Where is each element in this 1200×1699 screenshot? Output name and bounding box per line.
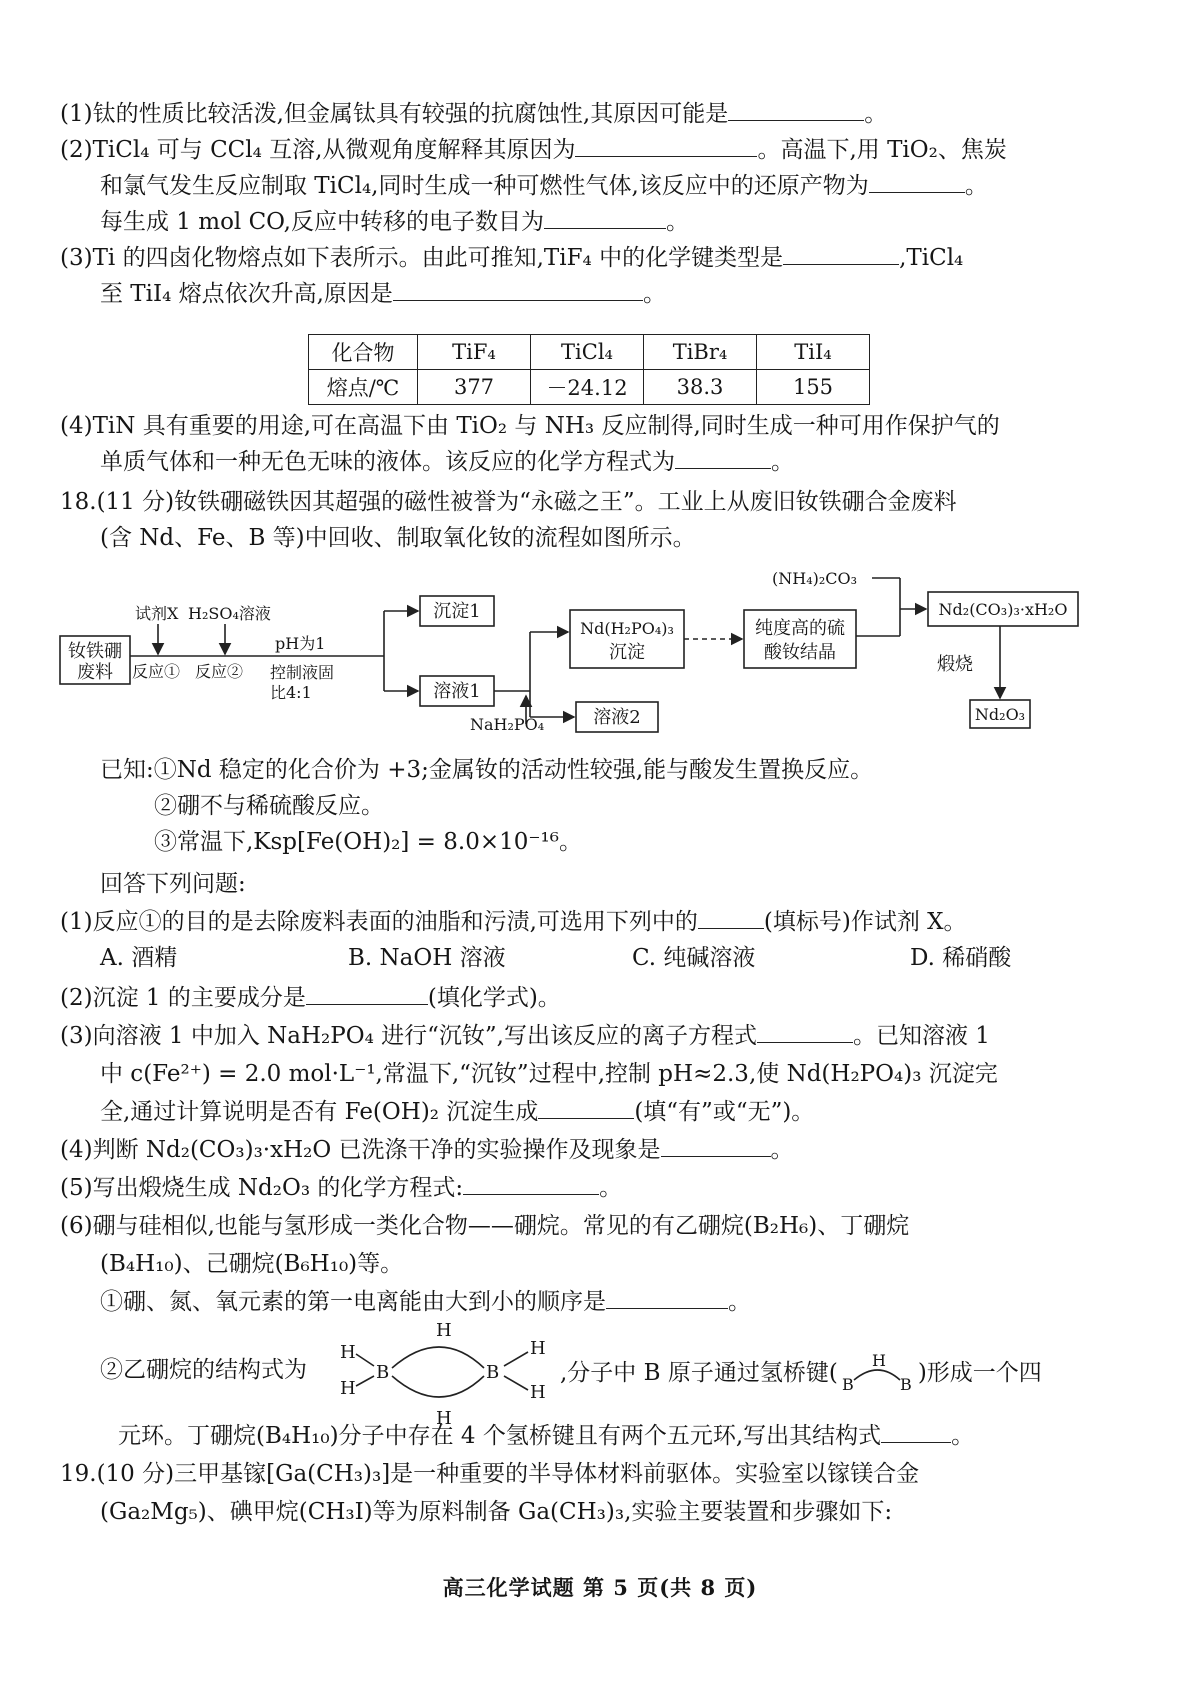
nah2po4-label: NaH₂PO₄ [470,715,545,734]
known-3: ③常温下,Ksp[Fe(OH)₂] = 8.0×10⁻¹⁶。 [154,829,582,855]
option-b[interactable]: B. NaOH 溶液 [348,945,506,971]
q19-intro-line2: (Ga₂Mg₅)、碘甲烷(CH₃I)等为原料制备 Ga(CH₃)₃,实验主要装置和步骤如下: [100,1499,893,1525]
boron-label: B [486,1362,500,1383]
q17-part2-line2: 和氯气发生反应制取 TiCl₄,同时生成一种可燃性气体,该反应中的还原产物为 。 [100,168,1150,204]
hydrogen-label: H [530,1338,546,1359]
table-row: 化合物 TiF₄ TiCl₄ TiBr₄ TiI₄ [309,335,870,370]
answer-prompt: 回答下列问题: [100,871,246,897]
q18-part2: (2)沉淀 1 的主要成分是 (填化学式)。 [60,980,1150,1016]
solution2-label: 溶液2 [593,707,641,728]
q17-part2-line3: 每生成 1 mol CO,反应中转移的电子数目为 。 [100,204,1150,240]
q17-part3-line2: 至 TiI₄ 熔点依次升高,原因是 。 [100,276,1150,312]
precipitate1-label: 沉淀1 [433,601,481,622]
ph-label: pH为1 [275,634,326,653]
hydrogen-label: H [436,1320,452,1341]
q18-part5: (5)写出煅烧生成 Nd₂O₃ 的化学方程式: 。 [60,1170,1150,1206]
answer-blank[interactable] [538,1096,634,1119]
option-d[interactable]: D. 稀硝酸 [910,945,1012,971]
q18-part6-line2: (B₄H₁₀)、己硼烷(B₆H₁₀)等。 [100,1251,404,1277]
q18-part6-line4: ②乙硼烷的结构式为 [100,1357,307,1383]
q18-part6: (6)硼与硅相似,也能与氢形成一类化合物——硼烷。常见的有乙硼烷(B₂H₆)、丁硼烷 [60,1213,910,1239]
melting-point-table [308,334,870,405]
answer-blank[interactable] [881,1420,951,1443]
crystal-label: 纯度高的硫 [755,618,845,639]
hydrogen-label: H [530,1382,546,1403]
answer-blank[interactable] [783,242,899,265]
nd-carbonate-label: Nd₂(CO₃)₃·xH₂O [938,600,1068,619]
hydrogen-label: H [340,1342,356,1363]
known-1: 已知:①Nd 稳定的化合价为 +3;金属钕的活动性较强,能与酸发生置换反应。 [100,757,874,783]
q18-part4: (4)判断 Nd₂(CO₃)₃·xH₂O 已洗涤干净的实验操作及现象是 。 [60,1132,1150,1168]
q18-part3-line2: 中 c(Fe²⁺) = 2.0 mol·L⁻¹,常温下,“沉钕”过程中,控制 pH≈2.3,使 Nd(H₂PO₄)₃ 沉淀完 [100,1061,998,1087]
q17-part3: (3)Ti 的四卤化物熔点如下表所示。由此可推知,TiF₄ 中的化学键类型是 ,TiCl₄ [60,240,1150,276]
q18-part6-line3: ①硼、氮、氧元素的第一电离能由大到小的顺序是 。 [100,1284,1150,1320]
answer-blank[interactable] [575,134,757,157]
calcine-label: 煅烧 [937,654,973,675]
hydrogen-label: H [436,1408,452,1428]
reaction1-label: 反应① [132,662,181,681]
ammonium-carbonate-label: (NH₄)₂CO₃ [772,569,858,588]
q17-part4-line2: 单质气体和一种无色无味的液体。该反应的化学方程式为 。 [100,444,1150,480]
answer-blank[interactable] [306,982,428,1005]
q17-part2: (2)TiCl₄ 可与 CCl₄ 互溶,从微观角度解释其原因为 。高温下,用 TiO₂、焦炭 [60,132,1150,168]
options-row [0,940,1200,976]
h2so4-label: H₂SO₄溶液 [188,604,271,623]
control-label-2: 比4:1 [270,683,312,702]
option-c[interactable]: C. 纯碱溶液 [632,945,756,971]
crystal-label-2: 酸钕结晶 [764,642,836,663]
answer-blank[interactable] [661,1134,771,1157]
answer-blank[interactable] [757,1020,853,1043]
raw-material-label: 钕铁硼 [68,641,122,662]
control-label: 控制液固 [270,663,335,682]
diborane-structure [334,1318,554,1428]
answer-blank[interactable] [869,170,965,193]
nd-oxide-label: Nd₂O₃ [974,705,1026,724]
q18-part1: (1)反应①的目的是去除废料表面的油脂和污渍,可选用下列中的 (填标号)作试剂 X。 [60,904,1150,940]
q18-intro-line2: (含 Nd、Fe、B 等)中回收、制取氧化钕的流程如图所示。 [100,525,696,551]
hydrogen-label: H [340,1378,356,1399]
hydrogen-label: H [871,1352,886,1370]
answer-blank[interactable] [463,1172,599,1195]
q17-part1: (1)钛的性质比较活泼,但金属钛具有较强的抗腐蚀性,其原因可能是 。 [60,96,1150,132]
answer-blank[interactable] [675,446,771,469]
page-footer: 高三化学试题 第 5 页(共 8 页) [442,1575,758,1600]
boron-label: B [841,1375,854,1392]
raw-material-label-2: 废料 [77,662,113,683]
known-2: ②硼不与稀硫酸反应。 [154,793,384,819]
reaction2-label: 反应② [195,662,244,681]
process-flow-diagram [0,556,1200,736]
q18-part6-line4b: ,分子中 B 原子通过氢桥键( H B B )形成一个四 [560,1352,1042,1392]
answer-blank[interactable] [606,1286,728,1309]
q18-part3: (3)向溶液 1 中加入 NaH₂PO₄ 进行“沉钕”,写出该反应的离子方程式 。已知溶液 1 [60,1018,1150,1054]
answer-blank[interactable] [544,206,666,229]
hydrogen-bridge-icon [838,1352,918,1392]
solution1-label: 溶液1 [433,681,481,702]
reagent-x-label: 试剂X [135,604,179,623]
q18-intro: 18.(11 分)钕铁硼磁铁因其超强的磁性被誉为“永磁之王”。工业上从废旧钕铁硼合金废料 [60,489,957,515]
option-a[interactable]: A. 酒精 [100,945,178,971]
q19-intro: 19.(10 分)三甲基镓[Ga(CH₃)₃]是一种重要的半导体材料前驱体。实验室以镓镁合金 [60,1461,920,1487]
nd-phosphate-label-2: 沉淀 [609,642,645,663]
nd-phosphate-label: Nd(H₂PO₄)₃ [580,619,674,638]
q18-part6-line5: 元环。丁硼烷(B₄H₁₀)分子中存在 4 个氢桥键且有两个五元环,写出其结构式 。 [118,1418,1148,1454]
answer-blank[interactable] [393,278,643,301]
answer-blank[interactable] [698,906,764,929]
boron-label: B [899,1375,912,1392]
q17-part4: (4)TiN 具有重要的用途,可在高温下由 TiO₂ 与 NH₃ 反应制得,同时生成一种可用作保护气的 [60,413,1000,439]
table-row: 熔点/℃ 377 －24.12 38.3 155 [309,370,870,405]
answer-blank[interactable] [728,98,864,121]
boron-label: B [376,1362,390,1383]
q18-part3-line3: 全,通过计算说明是否有 Fe(OH)₂ 沉淀生成 (填“有”或“无”)。 [100,1094,1150,1130]
